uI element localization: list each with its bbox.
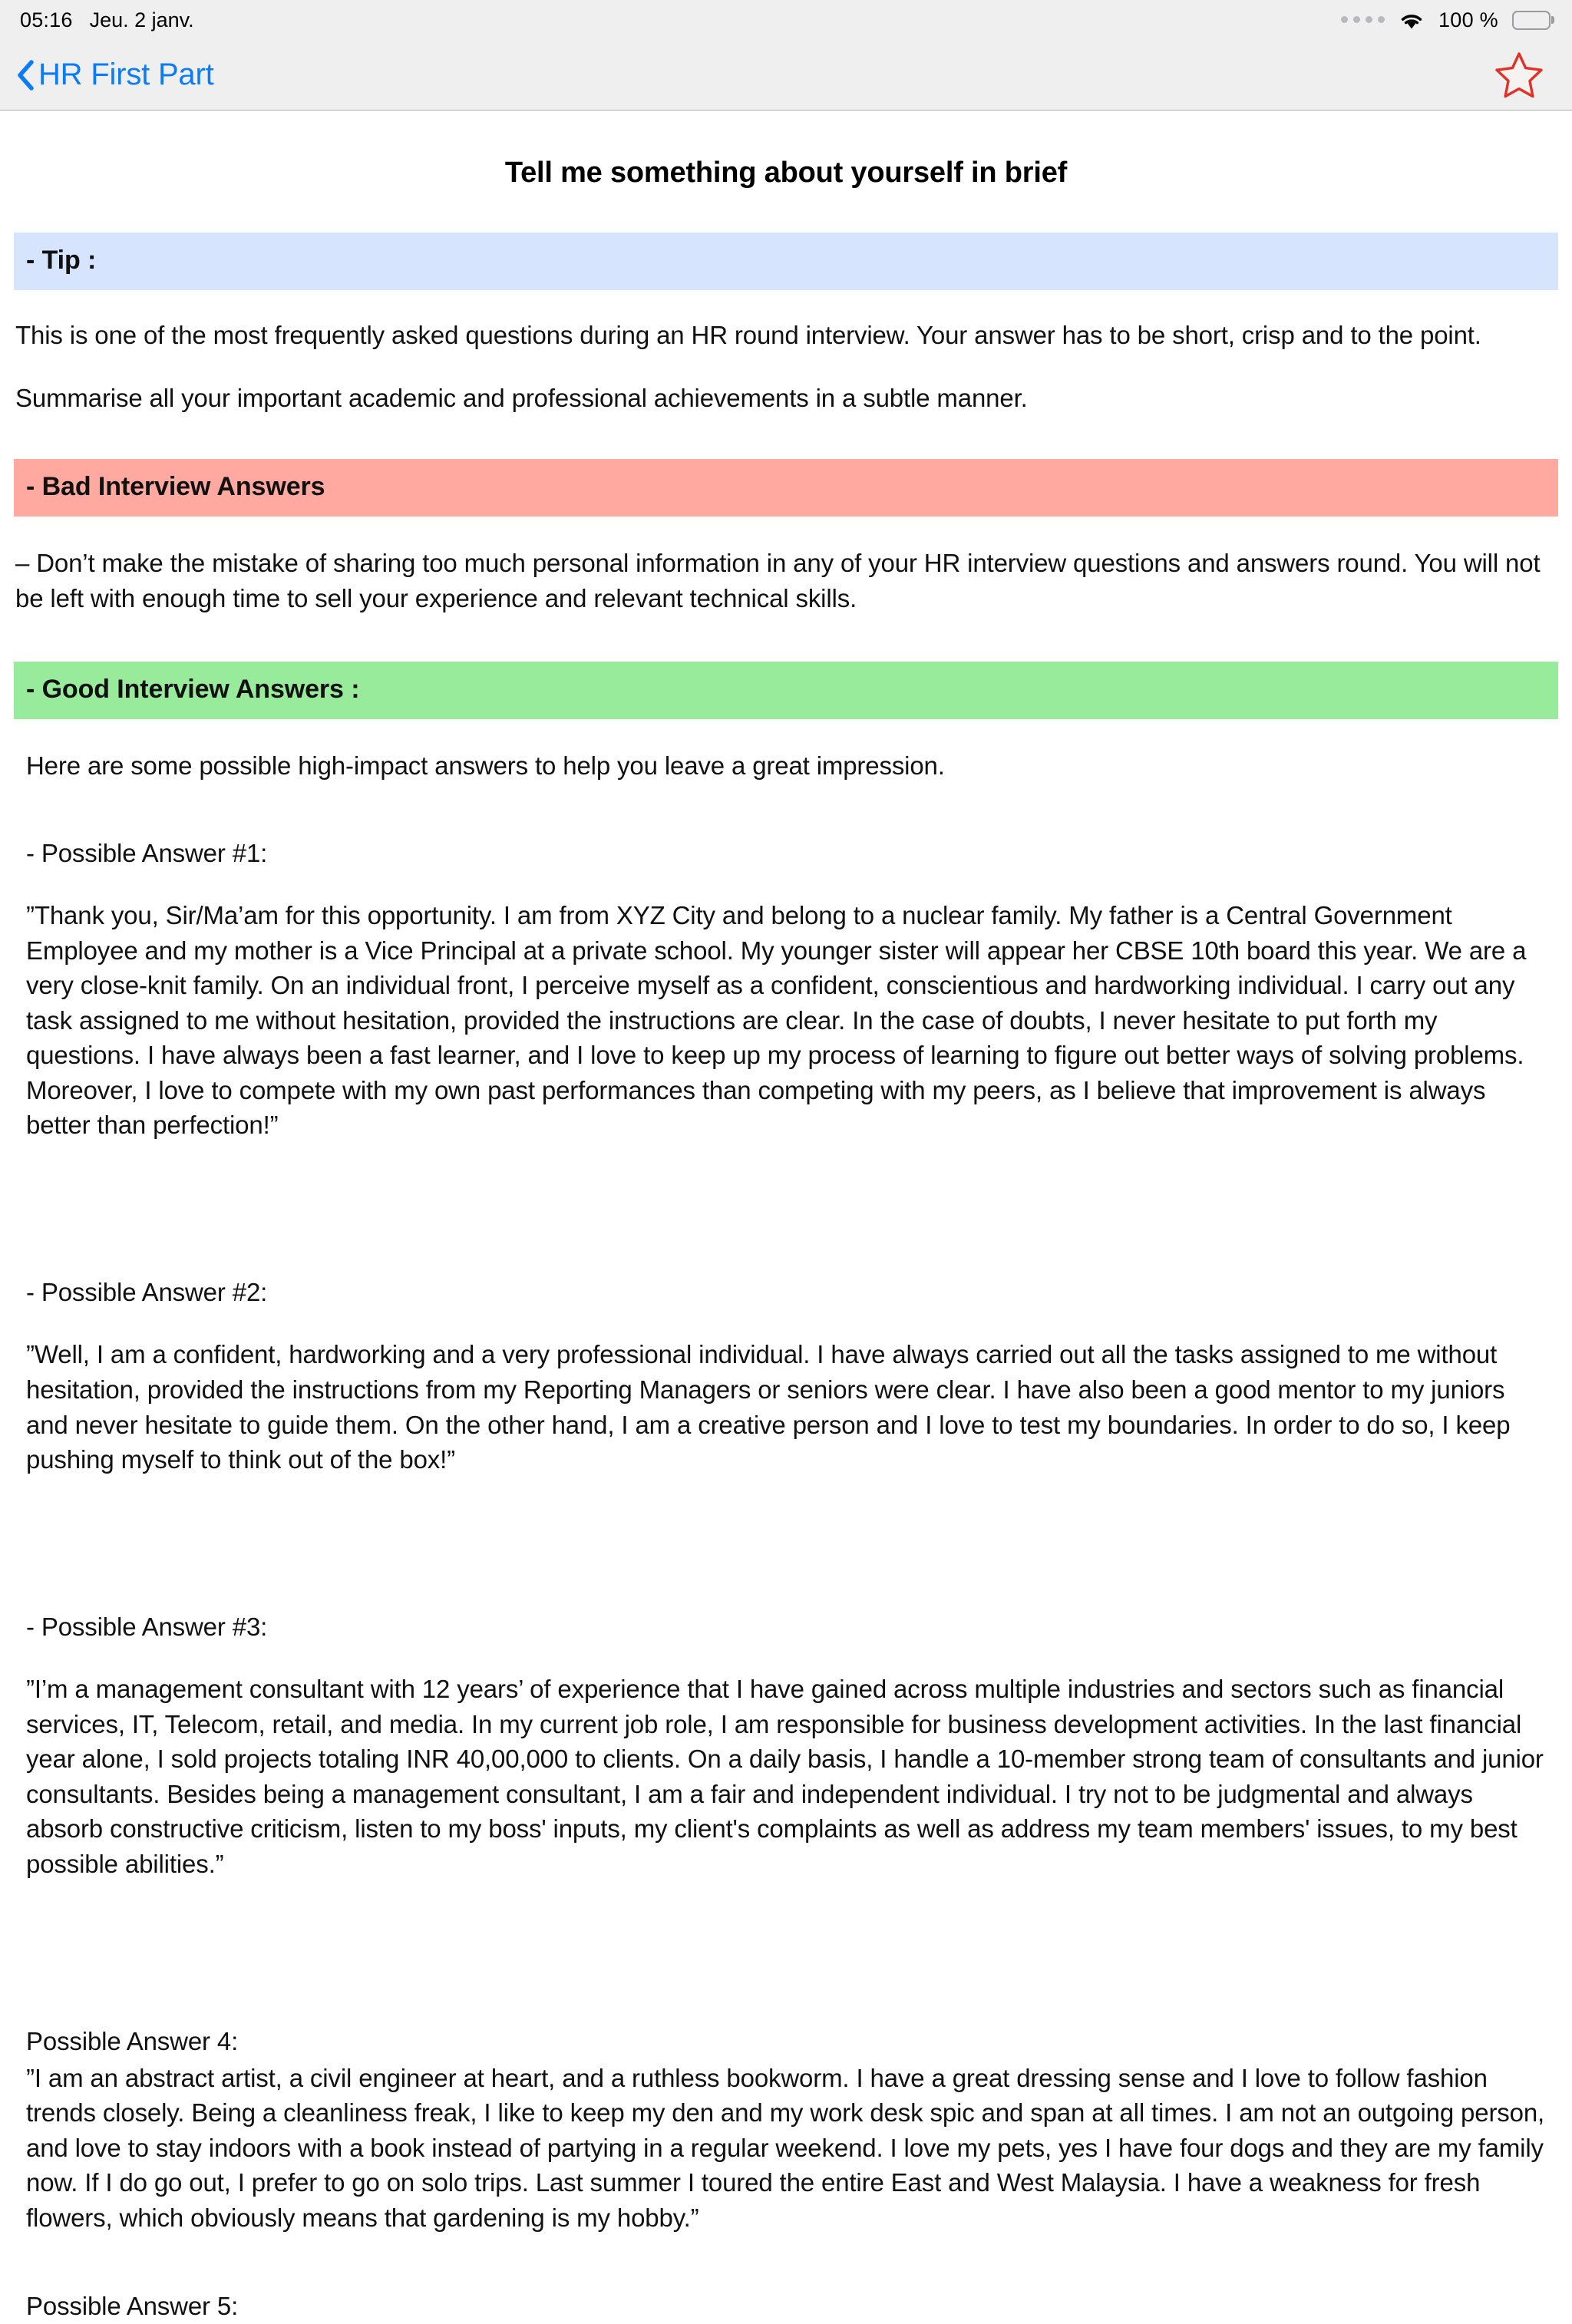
wifi-icon (1399, 10, 1425, 30)
battery-percent-label: 100 % (1438, 8, 1498, 31)
tip-paragraph-1: This is one of the most frequently asked questions during an HR round interview. Your answer has to be short, crisp and to the point. (15, 321, 1481, 349)
answer-3-heading: - Possible Answer #3: (26, 1612, 268, 1641)
answer-1-body: ”Thank you, Sir/Ma’am for this opportunity. I am from XYZ City and belong to a nuclear family. My father is a Central Government Employee and my mother is a Vice Principal at a private school. My younger sister will appear her CBSE 10th board this year. We are a very close-knit family. On an individual front, I perceive myself as a confident, conscientious and hardworking individual. I carry out any task assigned to me without hesitation, provided the instructions are clear. In the case of doubts, I never hesitate to put forth my questions. I have always been a fast learner, and I love to keep up my process of learning to figure out better ways of solving problems. Moreover, I love to compete with my own past performances than competing with my peers, as I believe that improvement is always better than perfection!” (26, 901, 1527, 1140)
status-bar-left (20, 8, 194, 32)
status-time: 05:16 (20, 8, 73, 31)
star-outline-icon (1494, 51, 1544, 100)
chevron-left-icon (17, 60, 34, 91)
answer-2-body: ”Well, I am a confident, hardworking and a very professional individual. I have always carried out all the tasks assigned to me without hesitation, provided the instructions from my Reporting Managers or seniors were clear. I have also been a good mentor to my juniors and never hesitate to guide them. On the other hand, I am a creative person and I love to test my boundaries. In order to do so, I keep pushing myself to think out of the box!” (26, 1340, 1511, 1474)
article-content (0, 111, 1572, 2324)
favorite-button[interactable] (1491, 47, 1547, 104)
back-button-label: HR First Part (38, 58, 214, 91)
tip-banner: - Tip : (14, 233, 1558, 290)
bad-answers-banner: - Bad Interview Answers (14, 459, 1558, 517)
spacer-after-answer-2 (0, 1477, 1572, 1557)
good-answers-banner: - Good Interview Answers : (14, 662, 1558, 719)
signal-dots-icon (1341, 16, 1385, 25)
page-title: Tell me something about yourself in brief (504, 157, 1068, 189)
battery-full-icon (1512, 11, 1551, 30)
answer-2-heading: - Possible Answer #2: (26, 1277, 268, 1306)
back-button[interactable] (17, 58, 214, 92)
answer-4-heading: Possible Answer 4: (26, 2027, 239, 2056)
status-bar-right (1341, 8, 1551, 32)
answer-5-heading: Possible Answer 5: (26, 2292, 239, 2321)
answer-4-body: ”I am an abstract artist, a civil engineer at heart, and a ruthless bookworm. I have a great dressing sense and I love to follow fashion trends closely. Being a cleanliness freak, I like to keep my den and my work desk spic and span at all times. I am not an outgoing person, and love to stay indoors with a book instead of partying in a regular weekend. I love my pets, yes I have four dogs and they are my family now. If I do go out, I prefer to go on solo trips. Last summer I toured the entire East and West Malaysia. I have a weakness for fresh flowers, which obviously means that gardening is my hobby.” (26, 2063, 1545, 2232)
answer-1-heading: - Possible Answer #1: (26, 838, 268, 867)
spacer-after-answer-1 (0, 1143, 1572, 1223)
status-bar (0, 0, 1572, 40)
answer-3-body: ”I’m a management consultant with 12 years’ of experience that I have gained across multiple industries and sectors such as financial services, IT, Telecom, retail, and media. In my current job role, I am responsible for business development activities. In the last financial year alone, I sold projects totaling INR 40,00,000 to clients. On a daily basis, I handle a 10-member strong team of consultants and junior consultants. Besides being a management consultant, I am a fair and independent individual. I try not to be judgmental and always absorb constructive criticism, listen to my boss' inputs, my client's complaints as well as address my team members' issues, to my best possible abilities.” (26, 1675, 1544, 1878)
status-date: Jeu. 2 janv. (89, 8, 194, 31)
good-answers-lead: Here are some possible high-impact answers to help you leave a great impression. (26, 751, 945, 781)
tip-paragraph-2: Summarise all your important academic and professional achievements in a subtle manner. (15, 383, 1028, 412)
navigation-bar (0, 40, 1572, 111)
bad-answers-paragraph: – Don’t make the mistake of sharing too much personal information in any of your HR interview questions and answers round. You will not be left with enough time to sell your experience and relevant technical skills. (15, 549, 1541, 612)
spacer-after-answer-3 (0, 1881, 1572, 2024)
